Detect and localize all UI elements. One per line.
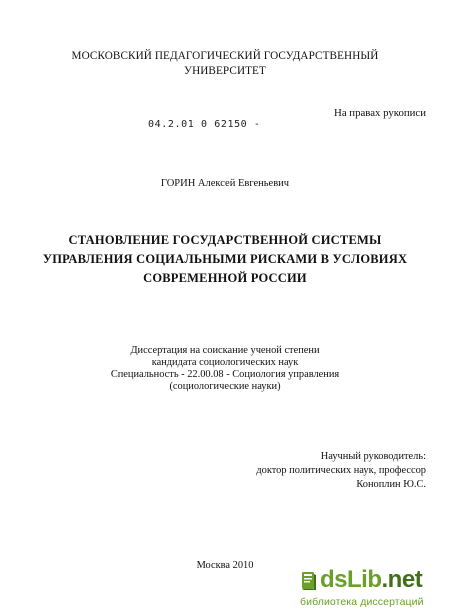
degree-info (0, 345, 450, 393)
degree-line-4: (социологические науки) (169, 381, 281, 392)
university-name (0, 49, 450, 79)
degree-line-3: Специальность - 22.00.08 - Социология управления (110, 369, 340, 380)
university-line-2: УНИВЕРСИТЕТ (184, 65, 266, 77)
advisor-line-3: Коноплин Ю.С. (356, 479, 426, 490)
city-year: Москва 2010 (196, 560, 254, 571)
title-line-3: СОВРЕМЕННОЙ РОССИИ (143, 271, 307, 285)
university-line-1: МОСКОВСКИЙ ПЕДАГОГИЧЕСКИЙ ГОСУДАРСТВЕННЫЙ (71, 50, 379, 62)
stamp-number: 04.2.01 0 62150 - (148, 119, 261, 130)
book-icon (300, 570, 318, 592)
author-name: ГОРИН Алексей Евгеньевич (160, 178, 290, 189)
dslib-watermark-logo (300, 566, 448, 612)
advisor-block (256, 450, 426, 492)
advisor-line-2: доктор политических наук, профессор (256, 465, 426, 476)
degree-line-1: Диссертация на соискание ученой степени (130, 345, 320, 356)
logo-text-ds: ds (320, 566, 348, 593)
title-line-1: СТАНОВЛЕНИЕ ГОСУДАРСТВЕННОЙ СИСТЕМЫ (68, 233, 382, 247)
dissertation-title (0, 231, 450, 288)
advisor-line-1: Научный руководитель: (320, 451, 426, 462)
logo-text-lib: Lib (347, 566, 382, 593)
logo-text-net: .net (381, 566, 423, 593)
degree-line-2: кандидата социологических наук (151, 357, 299, 368)
logo-subtitle: библиотека диссертаций (300, 596, 424, 608)
logo-wordmark (320, 566, 422, 594)
rights-note: На правах рукописи (334, 107, 426, 119)
title-line-2: УПРАВЛЕНИЯ СОЦИАЛЬНЫМИ РИСКАМИ В УСЛОВИЯХ (42, 252, 408, 266)
